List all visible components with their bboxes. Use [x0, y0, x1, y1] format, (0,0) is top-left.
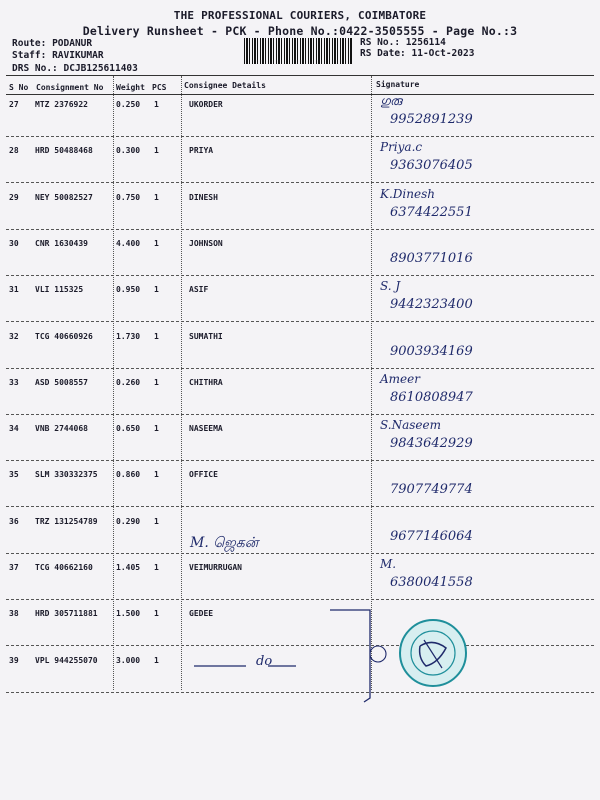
route-field — [12, 38, 92, 49]
col-consignee: Consignee Details — [184, 81, 266, 90]
row-consignee: VEIMURRUGAN — [189, 563, 242, 572]
row-pcs: 1 — [154, 285, 159, 295]
row-sno: 39 — [9, 655, 19, 665]
row-pcs: 1 — [154, 609, 159, 619]
bracket-mark — [328, 606, 388, 706]
row-sno: 29 — [9, 192, 19, 202]
row-weight: 0.950 — [116, 285, 141, 295]
row-weight: 4.400 — [116, 238, 141, 248]
row-weight: 0.290 — [116, 516, 141, 526]
row-weight: 3.000 — [116, 655, 141, 665]
row-signature-phone: 9677146064 — [390, 528, 473, 544]
row-signature-phone: 9843642929 — [390, 436, 473, 452]
row-consignment: TCG 40662160 — [35, 563, 93, 572]
col-divider — [113, 76, 114, 690]
row-pcs: 1 — [154, 192, 159, 202]
row-consignment: NEY 50082527 — [35, 192, 93, 202]
row-sno: 34 — [9, 424, 19, 434]
route-value: PODANUR — [52, 38, 93, 49]
row-consignment: TRZ 131254789 — [35, 516, 98, 526]
row-signature-phone: 9363076405 — [390, 158, 473, 174]
row-consignment: VLI 115325 — [35, 285, 84, 295]
row-consignee: JOHNSON — [189, 238, 223, 248]
header-bottom-rule — [6, 94, 594, 95]
row-sno: 30 — [9, 238, 19, 248]
row-pcs: 1 — [154, 238, 159, 248]
row-pcs: 1 — [154, 655, 159, 665]
row-consignment: HRD 305711881 — [35, 609, 98, 619]
row-sno: 28 — [9, 146, 19, 156]
col-sno: S No — [9, 83, 29, 92]
row-consignee: CHITHRA — [189, 377, 223, 387]
row-pcs: 1 — [154, 100, 159, 109]
row-signature: Priya.c — [380, 140, 423, 155]
col-divider — [181, 76, 182, 690]
row-consignee: UKORDER — [189, 100, 223, 109]
row-pcs: 1 — [154, 516, 159, 526]
drs-label: DRS No.: — [12, 63, 58, 74]
row-consignee: PRIYA — [189, 146, 214, 156]
row-consignment: ASD 5008557 — [35, 377, 88, 387]
row-separator — [6, 275, 594, 276]
row-consignment: SLM 330332375 — [35, 470, 98, 480]
row-consignee: OFFICE — [189, 470, 218, 480]
row-consignment: VPL 944255070 — [35, 655, 98, 665]
row-weight: 0.860 — [116, 470, 141, 480]
handwritten-name: M. ஜெகன் — [190, 535, 259, 551]
row-weight: 1.405 — [116, 563, 141, 572]
row-sno: 31 — [9, 285, 19, 295]
row-signature: ഗുരു — [380, 94, 402, 108]
row-signature: S.Naseem — [380, 418, 442, 433]
drs-field — [12, 63, 138, 74]
rs-no-label: RS No.: — [360, 37, 401, 48]
row-weight: 0.300 — [116, 146, 141, 156]
rs-date-label: RS Date: — [360, 48, 406, 59]
runsheet-subtitle: Delivery Runsheet - PCK - Phone No.:0422-3505555 - Page No.:3 — [82, 24, 518, 38]
row-separator — [6, 645, 594, 646]
row-pcs: 1 — [154, 470, 159, 480]
rs-no-field — [360, 37, 446, 48]
col-signature: Signature — [376, 80, 420, 89]
ditto-text: do — [256, 654, 273, 669]
row-pcs: 1 — [154, 146, 159, 156]
row-signature-phone: 6380041558 — [390, 575, 473, 590]
row-consignee: NASEEMA — [189, 424, 223, 434]
ditto-mark — [190, 650, 300, 680]
rs-no-value: 1256114 — [405, 37, 446, 48]
row-separator — [6, 506, 594, 507]
row-signature-phone: 7907749774 — [390, 482, 473, 498]
row-signature-phone: 9442323400 — [390, 297, 473, 313]
row-sno: 27 — [9, 100, 19, 109]
row-pcs: 1 — [154, 377, 159, 387]
row-signature: M. — [380, 557, 397, 571]
row-weight: 1.730 — [116, 331, 141, 341]
col-weight: Weight — [116, 83, 145, 92]
row-sno: 32 — [9, 331, 19, 341]
row-signature-phone: 8903771016 — [390, 250, 473, 266]
row-sno: 38 — [9, 609, 19, 619]
row-weight: 0.650 — [116, 424, 141, 434]
row-sno: 33 — [9, 377, 19, 387]
row-signature-phone: 9952891239 — [390, 112, 473, 127]
row-consignee: SUMATHI — [189, 331, 223, 341]
row-separator — [6, 599, 594, 600]
route-label: Route: — [12, 38, 47, 49]
row-pcs: 1 — [154, 424, 159, 434]
row-consignment: MTZ 2376922 — [35, 100, 88, 109]
row-separator — [6, 136, 594, 137]
row-separator — [6, 460, 594, 461]
row-signature-phone: 6374422551 — [390, 204, 473, 220]
row-signature: S. J — [380, 279, 401, 294]
staff-label: Staff: — [12, 50, 47, 61]
row-sno: 35 — [9, 470, 19, 480]
row-weight: 0.250 — [116, 100, 141, 109]
row-consignment: HRD 50488468 — [35, 146, 93, 156]
row-signature: K.Dinesh — [380, 186, 435, 201]
row-weight: 1.500 — [116, 609, 141, 619]
barcode — [244, 38, 352, 64]
row-consignment: TCG 40660926 — [35, 331, 93, 341]
col-consignment: Consignment No — [36, 83, 104, 92]
row-consignee: DINESH — [189, 192, 218, 202]
company-title: THE PROFESSIONAL COURIERS, COIMBATORE — [173, 9, 427, 22]
row-separator — [6, 321, 594, 322]
row-sno: 36 — [9, 516, 19, 526]
row-sno: 37 — [9, 563, 19, 572]
rs-date-field — [360, 48, 474, 59]
row-consignee: ASIF — [189, 285, 209, 295]
row-weight: 0.260 — [116, 377, 141, 387]
staff-field — [12, 50, 104, 61]
row-separator — [6, 414, 594, 415]
row-consignment: CNR 1630439 — [35, 238, 88, 248]
row-pcs: 1 — [154, 563, 159, 572]
row-separator — [6, 182, 594, 183]
row-separator — [6, 553, 594, 554]
row-pcs: 1 — [154, 331, 159, 341]
row-consignment: VNB 2744068 — [35, 424, 88, 434]
row-separator — [6, 229, 594, 230]
row-consignee: GEDEE — [189, 609, 214, 619]
col-pcs: PCS — [152, 83, 167, 92]
col-divider — [371, 76, 372, 690]
row-weight: 0.750 — [116, 192, 141, 202]
staff-value: RAVIKUMAR — [52, 50, 104, 61]
row-signature-phone: 8610808947 — [390, 389, 473, 405]
row-separator — [6, 692, 594, 693]
company-seal-stamp — [398, 618, 468, 688]
drs-value: DCJB125611403 — [63, 63, 138, 74]
rs-date-value: 11-Oct-2023 — [411, 48, 475, 59]
header-top-rule — [6, 75, 594, 76]
row-separator — [6, 368, 594, 369]
row-signature-phone: 9003934169 — [390, 343, 473, 359]
row-signature: Ameer — [380, 371, 420, 386]
